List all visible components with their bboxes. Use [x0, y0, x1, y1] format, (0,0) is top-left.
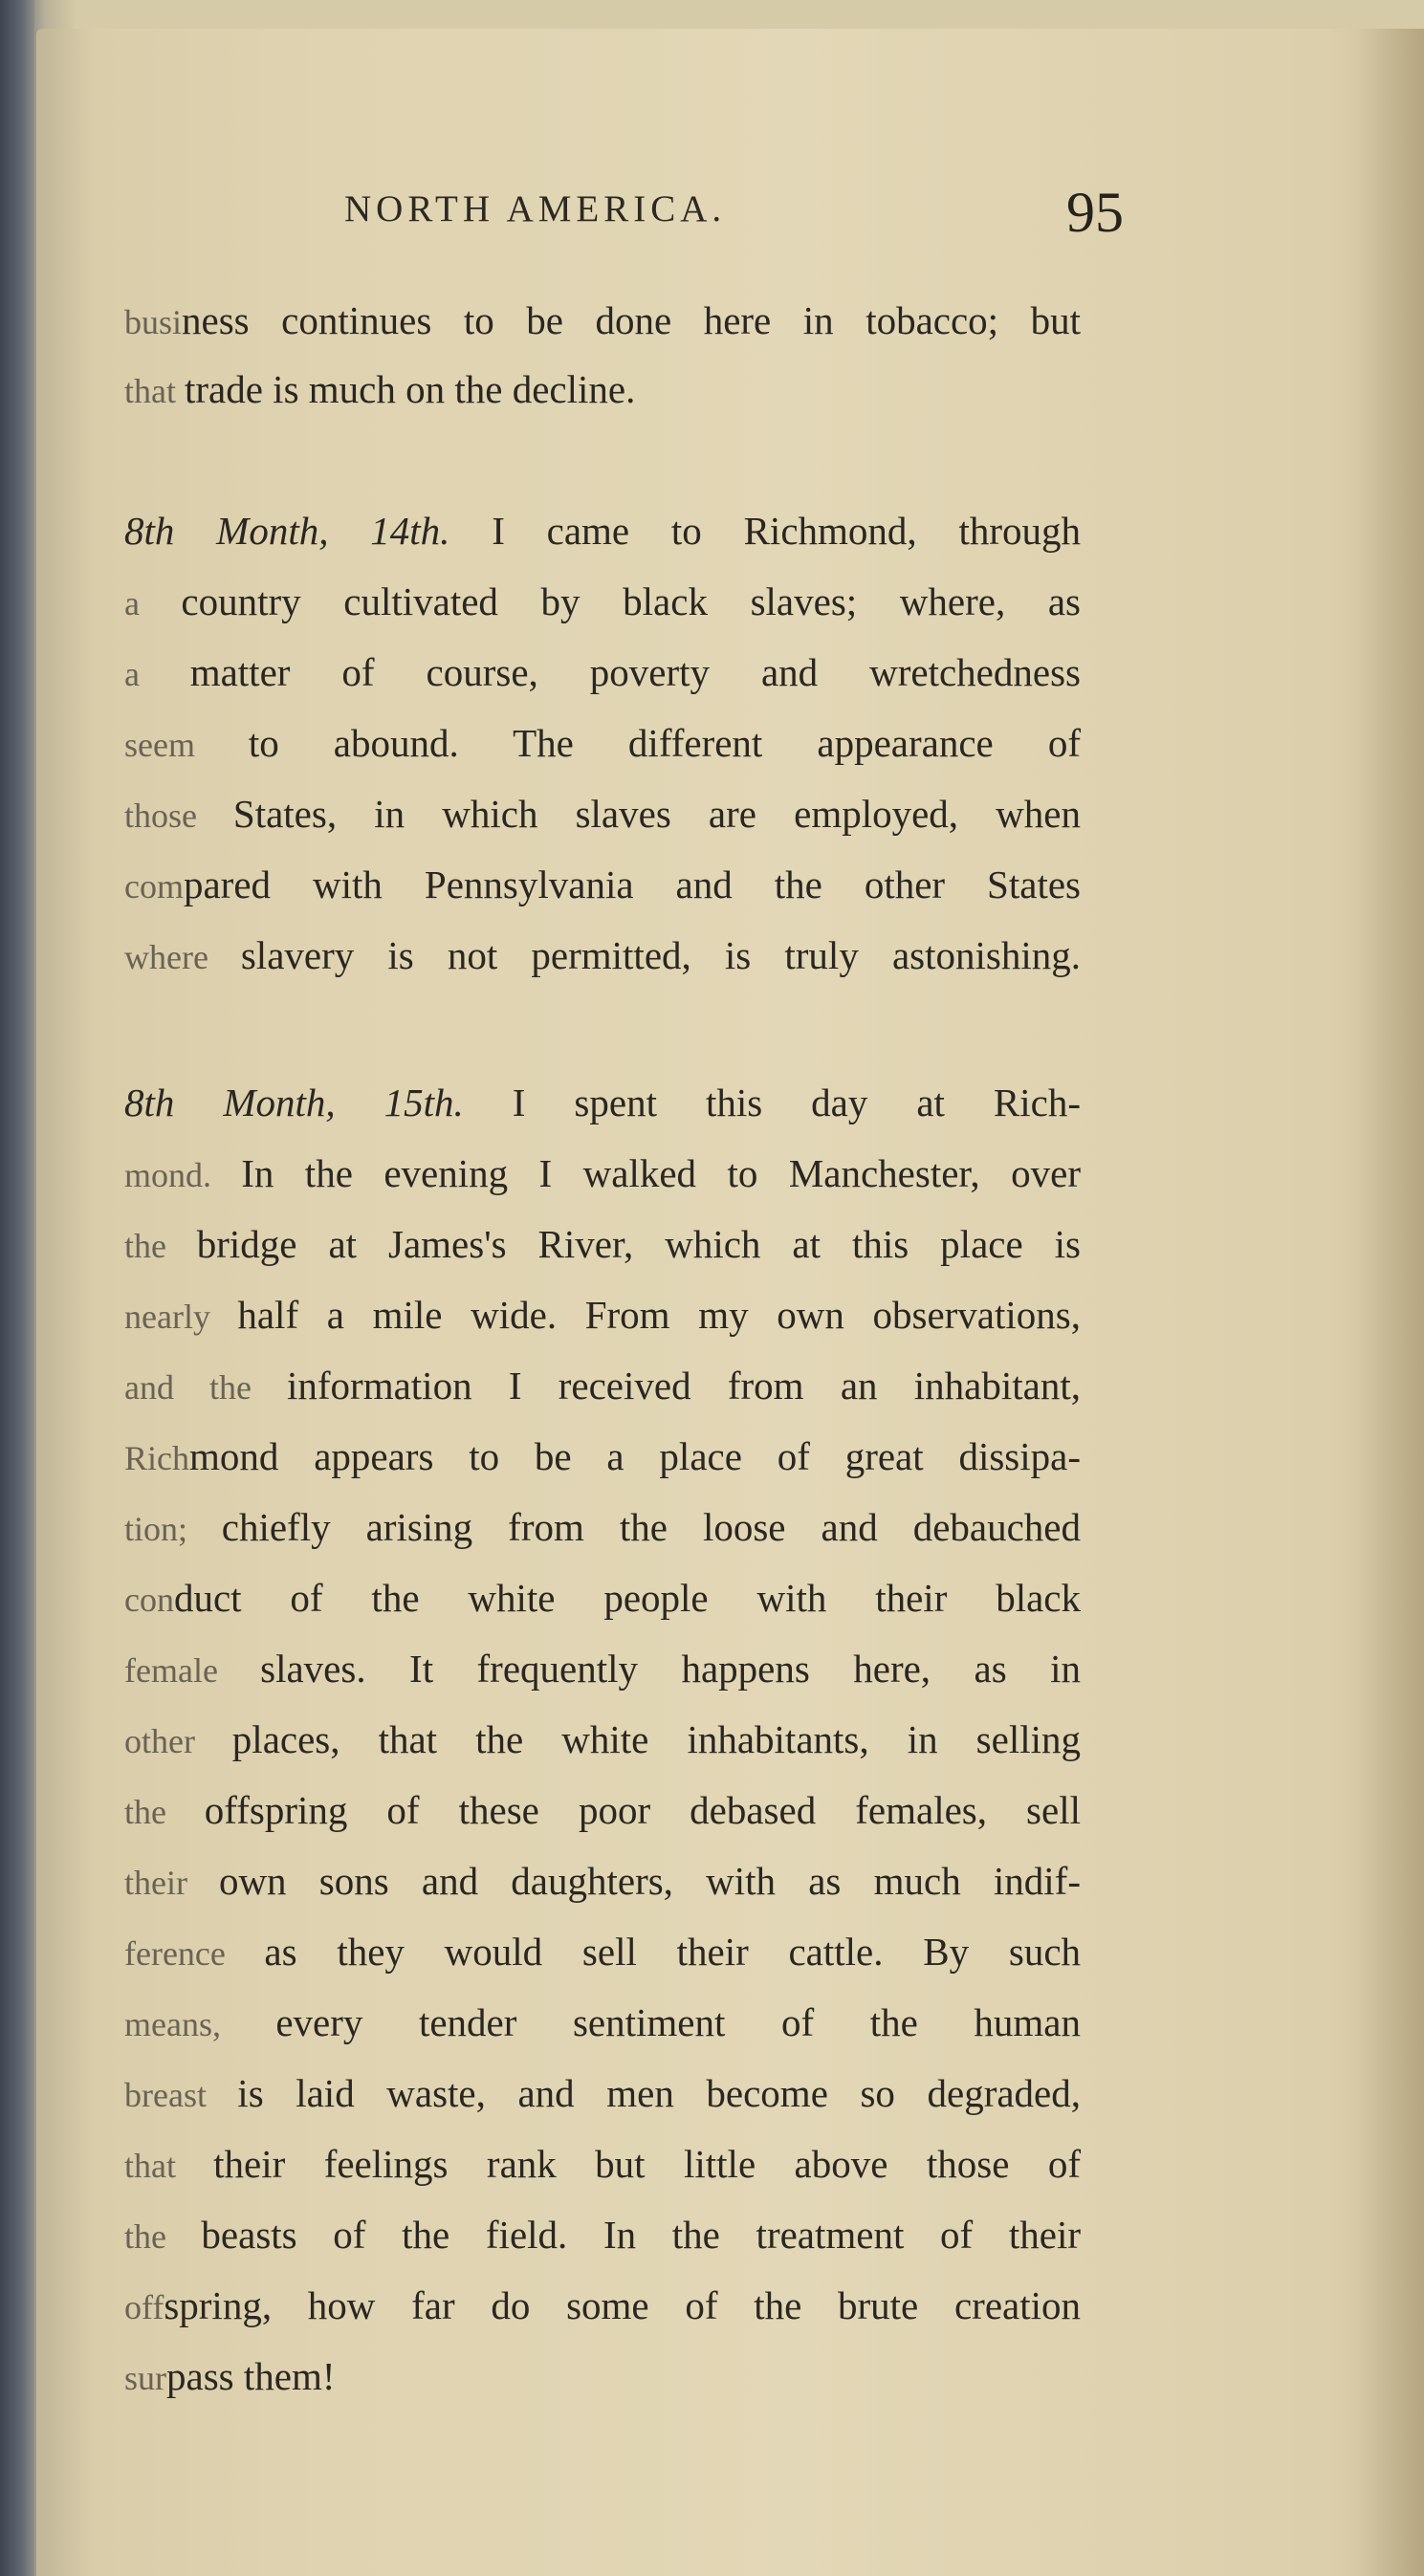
- text-line: other places, that the white inhabitants, in selling: [124, 1717, 1081, 1761]
- text-line: the beasts of the field. In the treatment of their: [124, 2213, 1082, 2257]
- text-line: 8th Month, 14th. I came to Richmond, through: [124, 509, 1081, 553]
- text-line: surpass them!: [124, 2354, 336, 2398]
- text-line: the bridge at James's River, which at this place is: [124, 1222, 1081, 1266]
- text-line: tion; chiefly arising from the loose and debauched: [124, 1505, 1081, 1549]
- page-edge-shadow: [1356, 29, 1424, 2576]
- text-line: conduct of the white people with their black: [124, 1576, 1081, 1620]
- text-line: a country cultivated by black slaves; where, as: [124, 579, 1082, 623]
- text-line: mond. In the evening I walked to Manchester, over: [124, 1151, 1081, 1195]
- text-line: the offspring of these poor debased females, sell: [124, 1788, 1081, 1832]
- text-line: where slavery is not permitted, is truly astonishing.: [124, 933, 1081, 977]
- running-header: NORTH AMERICA.: [344, 188, 727, 229]
- text-line: that trade is much on the decline.: [124, 367, 636, 411]
- text-line: breast is laid waste, and men become so degraded,: [124, 2071, 1081, 2115]
- text-line: their own sons and daughters, with as much indif-: [124, 1859, 1081, 1903]
- text-line: female slaves. It frequently happens here, as in: [124, 1647, 1082, 1691]
- text-line: nearly half a mile wide. From my own observations,: [124, 1293, 1081, 1337]
- page-number: 95: [1066, 181, 1124, 244]
- text-line: seem to abound. The different appearance of: [124, 721, 1081, 765]
- text-line: that their feelings rank but little above those of: [124, 2142, 1081, 2186]
- text-line: and the information I received from an inhabitant,: [124, 1364, 1081, 1408]
- text-line: Richmond appears to be a place of great dissipa-: [124, 1434, 1081, 1478]
- text-line: means, every tender sentiment of the human: [124, 2000, 1081, 2044]
- text-line: a matter of course, poverty and wretchedness: [124, 650, 1081, 694]
- text-line: compared with Pennsylvania and the other States: [124, 862, 1081, 906]
- book-spine-edge: [0, 0, 34, 2576]
- text-line: 8th Month, 15th. I spent this day at Rich-: [124, 1081, 1082, 1124]
- text-line: those States, in which slaves are employed, when: [124, 792, 1081, 836]
- text-line: offspring, how far do some of the brute creation: [124, 2283, 1081, 2327]
- text-line: ference as they would sell their cattle. By such: [124, 1930, 1082, 1974]
- text-line: business continues to be done here in tobacco; but: [124, 298, 1081, 342]
